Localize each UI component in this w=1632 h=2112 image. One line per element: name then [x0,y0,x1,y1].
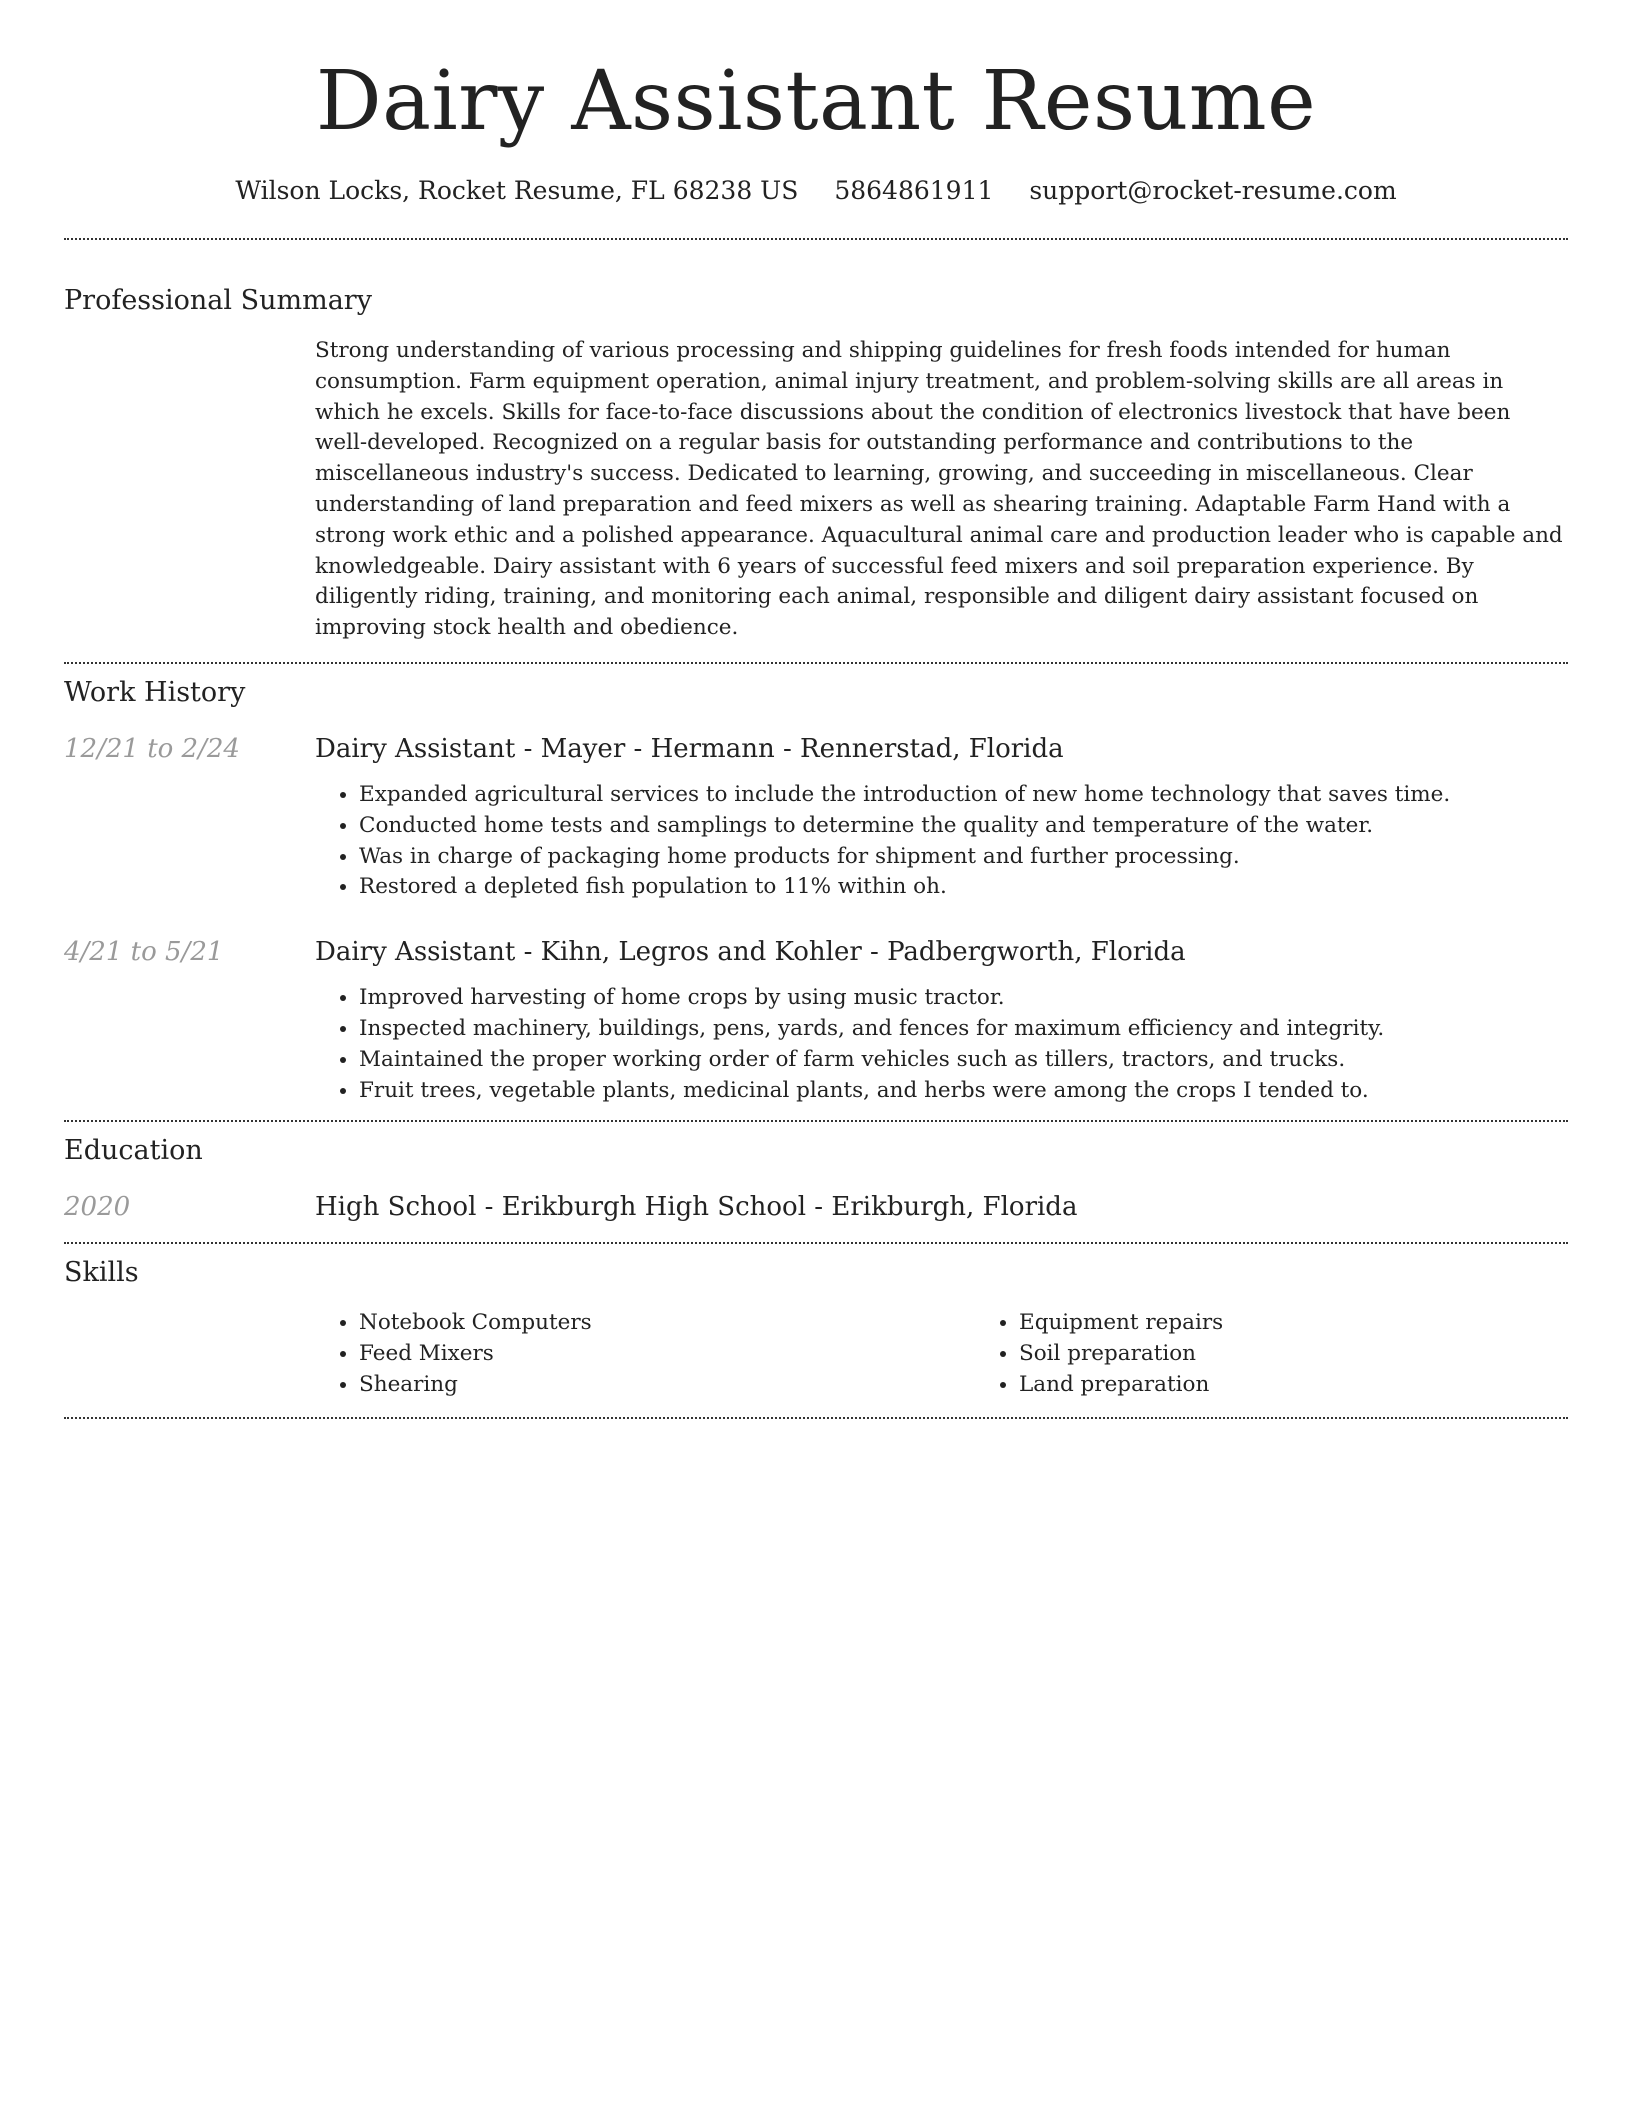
contact-email: support@rocket-resume.com [1029,176,1397,205]
list-item: • Soil preparation [1019,1339,1632,1370]
summary-row [64,336,1568,644]
job-bullets [315,780,1568,903]
job-entry [64,732,1568,903]
job-title: Dairy Assistant - Kihn, Legros and Kohler - Padbergworth, Florida [315,937,1186,968]
list-item: • Equipment repairs [1019,1308,1632,1339]
education-section [64,1134,1568,1224]
list-item: • Feed Mixers [359,1339,975,1370]
skills-columns [315,1308,1632,1400]
education-divider [64,1242,1568,1244]
job-dates: 4/21 to 5/21 [64,937,224,968]
skills-divider [64,1417,1568,1419]
job-dates: 12/21 to 2/24 [64,733,240,764]
skills-list-left [315,1308,975,1400]
contact-line [64,174,1568,208]
education-heading: Education [64,1135,203,1167]
resume-header [64,0,1568,208]
list-item: • Expanded agricultural services to include the introduction of new home technology that saves time. [359,780,1568,811]
work-history-heading: Work History [64,676,246,708]
skills-section [64,1256,1568,1400]
list-item: • Inspected machinery, buildings, pens, yards, and fences for maximum efficiency and integrity. [359,1014,1568,1045]
work-divider [64,1120,1568,1122]
education-year: 2020 [64,1192,131,1223]
job-bullets [315,983,1568,1106]
job-main [315,732,1568,903]
resume-title: Dairy Assistant Resume [315,54,1317,149]
summary-section [64,284,1568,644]
header-divider [64,238,1568,240]
list-item: • Improved harvesting of home crops by using music tractor. [359,983,1568,1014]
summary-left-spacer [64,336,315,644]
list-item: • Restored a depleted fish population to 11% within oh. [359,872,1568,903]
summary-text: Strong understanding of various processing and shipping guidelines for fresh foods intended for human consumption. Farm equipment operation, animal injury treatment, and problem-solving skills are all areas in which he excels. Skills for face-to-face discussions about the condition of electronics livestock that have been well-developed. Recognized on a regular basis for outstanding performance and contributions to the miscellaneous industry's success. Dedicated to learning, growing, and succeeding in miscellaneous. Clear understanding of land preparation and feed mixers as well as shearing training. Adaptable Farm Hand with a strong work ethic and a polished appearance. Aquacultural animal care and production leader who is capable and knowledgeable. Dairy assistant with 6 years of successful feed mixers and soil preparation experience. By diligently riding, training, and monitoring each animal, responsible and diligent dairy assistant focused on improving stock health and obedience. [315,338,1563,641]
job-entry [64,935,1568,1120]
list-item: • Shearing [359,1370,975,1401]
skills-heading: Skills [64,1257,139,1289]
summary-heading: Professional Summary [64,285,372,316]
skills-left-spacer [64,1308,315,1400]
skills-row [64,1308,1568,1400]
list-item: • Fruit trees, vegetable plants, medicinal plants, and herbs were among the crops I tended to. [359,1076,1568,1107]
education-main [315,1190,1568,1224]
job-title: Dairy Assistant - Mayer - Hermann - Rennerstad, Florida [315,733,1064,764]
summary-body [315,336,1568,644]
education-entry [64,1190,1568,1224]
job-header-row [64,935,1568,1120]
education-title: High School - Erikburgh High School - Erikburgh, Florida [315,1192,1078,1223]
summary-divider [64,662,1568,664]
contact-phone: 5864861911 [834,176,994,205]
list-item: • Land preparation [1019,1370,1632,1401]
skills-list-right [975,1308,1632,1400]
list-item: • Maintained the proper working order of farm vehicles such as tillers, tractors, and trucks. [359,1045,1568,1076]
work-history-section [64,676,1568,1120]
contact-address: Wilson Locks, Rocket Resume, FL 68238 US [235,176,799,205]
list-item: • Was in charge of packaging home products for shipment and further processing. [359,842,1568,873]
list-item: • Conducted home tests and samplings to determine the quality and temperature of the water. [359,811,1568,842]
list-item: • Notebook Computers [359,1308,975,1339]
job-main [315,935,1568,1120]
job-header-row [64,732,1568,903]
